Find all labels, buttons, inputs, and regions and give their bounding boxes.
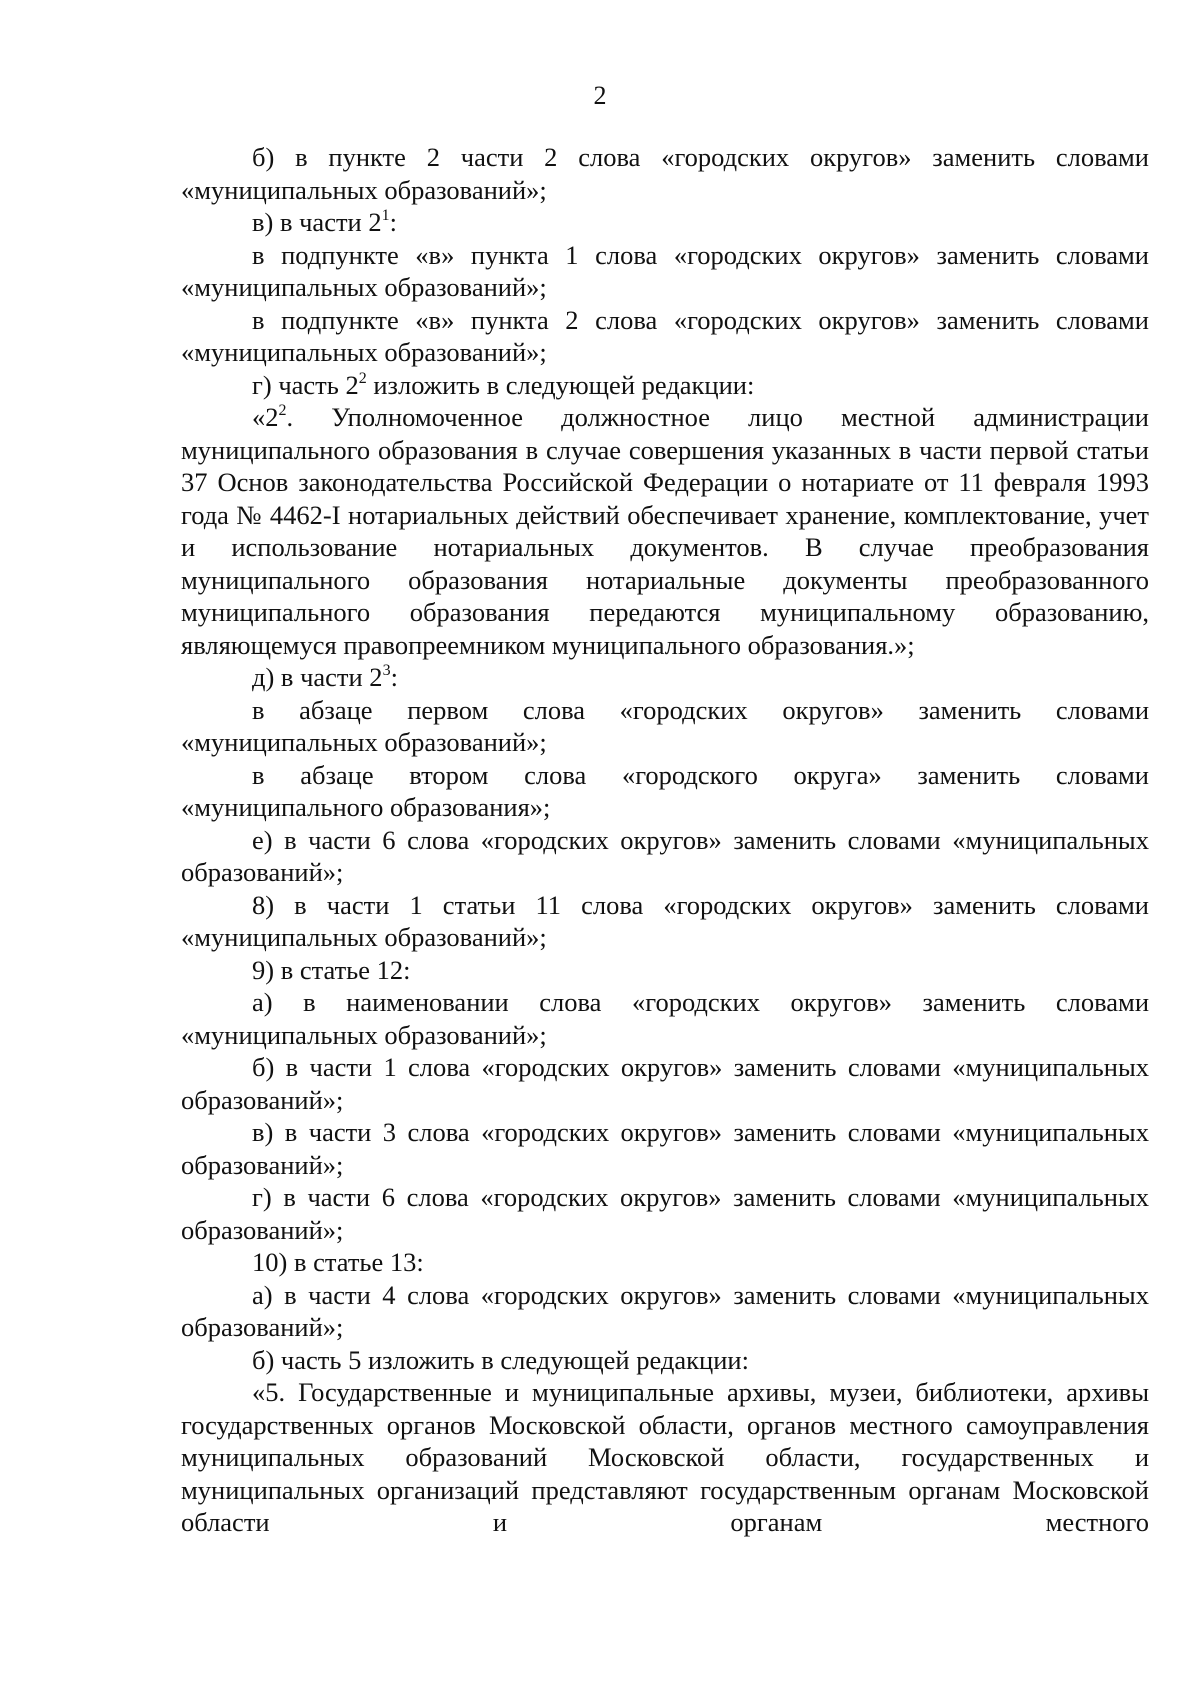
paragraph-text: 9) в статье 12: bbox=[252, 954, 411, 985]
paragraph bbox=[181, 369, 1149, 402]
paragraph-text: в) в части 3 слова «городских округов» заменить словами «муниципальных образований»; bbox=[181, 1117, 1149, 1180]
paragraph bbox=[181, 889, 1149, 954]
paragraph-text: «5. Государственные и муниципальные архивы, музеи, библиотеки, архивы государственных органов Московской области, органов местного самоуправления муниципальных образований Московской области, государственных и муниципальных организаций представляют государственным органам Московской области и органам местного bbox=[181, 1377, 1149, 1537]
paragraph-text: а) в наименовании слова «городских округов» заменить словами «муниципальных образований»; bbox=[181, 987, 1149, 1050]
superscript: 3 bbox=[382, 662, 391, 679]
paragraph bbox=[181, 304, 1149, 369]
paragraph-text: е) в части 6 слова «городских округов» заменить словами «муниципальных образований»; bbox=[181, 824, 1149, 887]
paragraph bbox=[181, 1246, 1149, 1279]
paragraph-text: а) в части 4 слова «городских округов» заменить словами «муниципальных образований»; bbox=[181, 1279, 1149, 1342]
superscript: 2 bbox=[278, 402, 287, 419]
paragraph-text: в абзаце втором слова «городского округа» заменить словами «муниципального образования»; bbox=[181, 759, 1149, 822]
paragraph-text: в подпункте «в» пункта 2 слова «городских округов» заменить словами «муниципальных образований»; bbox=[181, 304, 1149, 367]
paragraph bbox=[181, 1181, 1149, 1246]
paragraph-tail: . Уполномоченное должностное лицо местной администрации муниципального образования в случае совершения указанных в части первой статьи 37 Основ законодательства Российской Федерации о нотариате от 11 февраля 1993 года № 4462-I нотариальных действий обеспечивает хранение, комплектование, учет и использование нотариальных документов. В случае преобразования муниципального образования нотариальные документы преобразованного муниципального образования передаются муниципальному образованию, являющемуся правопреемником муниципального образования.»; bbox=[181, 402, 1149, 660]
paragraph-text: д) в части 2 bbox=[252, 662, 383, 692]
paragraph bbox=[181, 986, 1149, 1051]
paragraph bbox=[181, 239, 1149, 304]
paragraph-text: в подпункте «в» пункта 1 слова «городских округов» заменить словами «муниципальных образований»; bbox=[181, 239, 1149, 302]
page-number: 2 bbox=[593, 81, 607, 110]
paragraph bbox=[181, 1279, 1149, 1344]
paragraph-text: 10) в статье 13: bbox=[252, 1247, 424, 1277]
paragraph-text: б) в пункте 2 части 2 слова «городских округов» заменить словами «муниципальных образований»; bbox=[181, 142, 1149, 205]
paragraph-text: б) в части 1 слова «городских округов» заменить словами «муниципальных образований»; bbox=[181, 1052, 1149, 1115]
paragraph-text: г) часть 2 bbox=[252, 369, 359, 400]
paragraph bbox=[181, 954, 1149, 987]
paragraph bbox=[181, 1376, 1149, 1539]
paragraph bbox=[181, 661, 1149, 694]
paragraph-text: г) в части 6 слова «городских округов» заменить словами «муниципальных образований»; bbox=[181, 1182, 1149, 1245]
paragraph-text: 8) в части 1 статьи 11 слова «городских округов» заменить словами «муниципальных образований»; bbox=[181, 889, 1149, 952]
superscript: 1 bbox=[381, 207, 390, 224]
document-body bbox=[181, 141, 1149, 1539]
paragraph-tail: : bbox=[390, 662, 398, 692]
paragraph bbox=[181, 401, 1149, 661]
paragraph bbox=[181, 141, 1149, 206]
paragraph bbox=[181, 694, 1149, 759]
paragraph-tail: : bbox=[389, 207, 397, 237]
paragraph bbox=[181, 206, 1149, 239]
paragraph bbox=[181, 759, 1149, 824]
superscript: 2 bbox=[358, 369, 367, 387]
paragraph bbox=[181, 1051, 1149, 1116]
paragraph-tail: изложить в следующей редакции: bbox=[366, 369, 755, 400]
paragraph bbox=[181, 824, 1149, 889]
paragraph-text: «2 bbox=[252, 402, 279, 432]
paragraph-text: в) в части 2 bbox=[252, 207, 382, 237]
paragraph-text: в абзаце первом слова «городских округов» заменить словами «муниципальных образований»; bbox=[181, 694, 1149, 757]
paragraph bbox=[181, 1344, 1149, 1377]
paragraph-text: б) часть 5 изложить в следующей редакции: bbox=[252, 1344, 749, 1375]
paragraph bbox=[181, 1116, 1149, 1181]
